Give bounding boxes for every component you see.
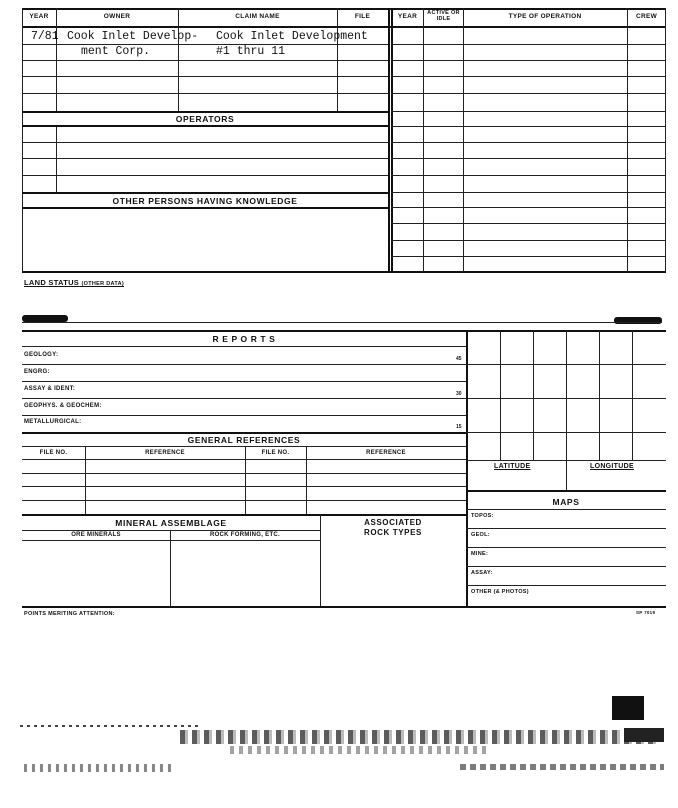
maps-assay: ASSAY:: [471, 570, 493, 576]
points-meriting-attention: POINTS MERITING ATTENTION:: [24, 611, 115, 617]
mineral-assemblage-title: MINERAL ASSEMBLAGE: [115, 518, 227, 528]
associated-rock-types-line2: ROCK TYPES: [363, 528, 422, 537]
ref-header-reference-2: REFERENCE: [366, 450, 406, 456]
ref-header-file-no-2: FILE NO.: [261, 450, 290, 456]
header-claim-name: CLAIM NAME: [235, 13, 280, 20]
entry-owner-line1: Cook Inlet Develop-: [67, 30, 199, 43]
other-persons-label: OTHER PERSONS HAVING KNOWLEDGE: [112, 196, 298, 206]
header-file: FILE: [354, 13, 371, 20]
header-type-of-operation: TYPE OF OPERATION: [508, 13, 582, 20]
ink-smudge-left: [22, 315, 68, 322]
reports-title: R E P O R T S: [212, 334, 276, 344]
maps-other-photos: OTHER (& PHOTOS): [471, 589, 529, 595]
report-assay-ident: ASSAY & IDENT:: [24, 386, 76, 392]
rock-forming-label: ROCK FORMING, ETC.: [209, 532, 281, 538]
maps-mine: MINE:: [471, 551, 489, 557]
associated-rock-types-line1: ASSOCIATED: [364, 518, 422, 527]
ref-header-file-no-1: FILE NO.: [39, 450, 68, 456]
latitude-label: LATITUDE: [494, 463, 531, 470]
ore-minerals-label: ORE MINERALS: [71, 532, 121, 538]
land-status-text: LAND STATUS: [24, 278, 80, 287]
header-year: YEAR: [29, 13, 49, 20]
margin-number-45: 45: [456, 356, 462, 362]
report-geophys-geochem: GEOPHYS. & GEOCHEM:: [24, 403, 102, 409]
entry-year: 7/81: [31, 30, 59, 43]
report-geology: GEOLOGY:: [24, 352, 59, 358]
header-owner: OWNER: [103, 13, 131, 20]
header-crew: CREW: [635, 13, 658, 20]
margin-number-30: 30: [456, 391, 462, 397]
ref-header-reference-1: REFERENCE: [145, 450, 185, 456]
entry-claim-line1: Cook Inlet Development: [216, 30, 368, 43]
report-engrg: ENGRG:: [24, 369, 50, 375]
maps-geol: GEOL:: [471, 532, 490, 538]
entry-claim-line2: #1 thru 11: [216, 45, 286, 58]
header-active-idle: ACTIVE OR IDLE: [427, 10, 460, 22]
report-metallurgical: METALLURGICAL:: [24, 419, 82, 425]
longitude-label: LONGITUDE: [590, 463, 634, 470]
maps-title: MAPS: [552, 497, 580, 507]
general-references-title: GENERAL REFERENCES: [187, 435, 301, 445]
margin-number-15: 15: [456, 424, 462, 430]
land-status-label: [24, 278, 124, 287]
header-year-2: YEAR: [397, 13, 418, 20]
maps-topos: TOPOS:: [471, 513, 494, 519]
entry-owner-line2: ment Corp.: [81, 45, 151, 58]
operators-label: OPERATORS: [175, 114, 235, 124]
form-number: SP 7019: [636, 610, 656, 615]
land-status-sub: (OTHER DATA): [81, 281, 124, 287]
